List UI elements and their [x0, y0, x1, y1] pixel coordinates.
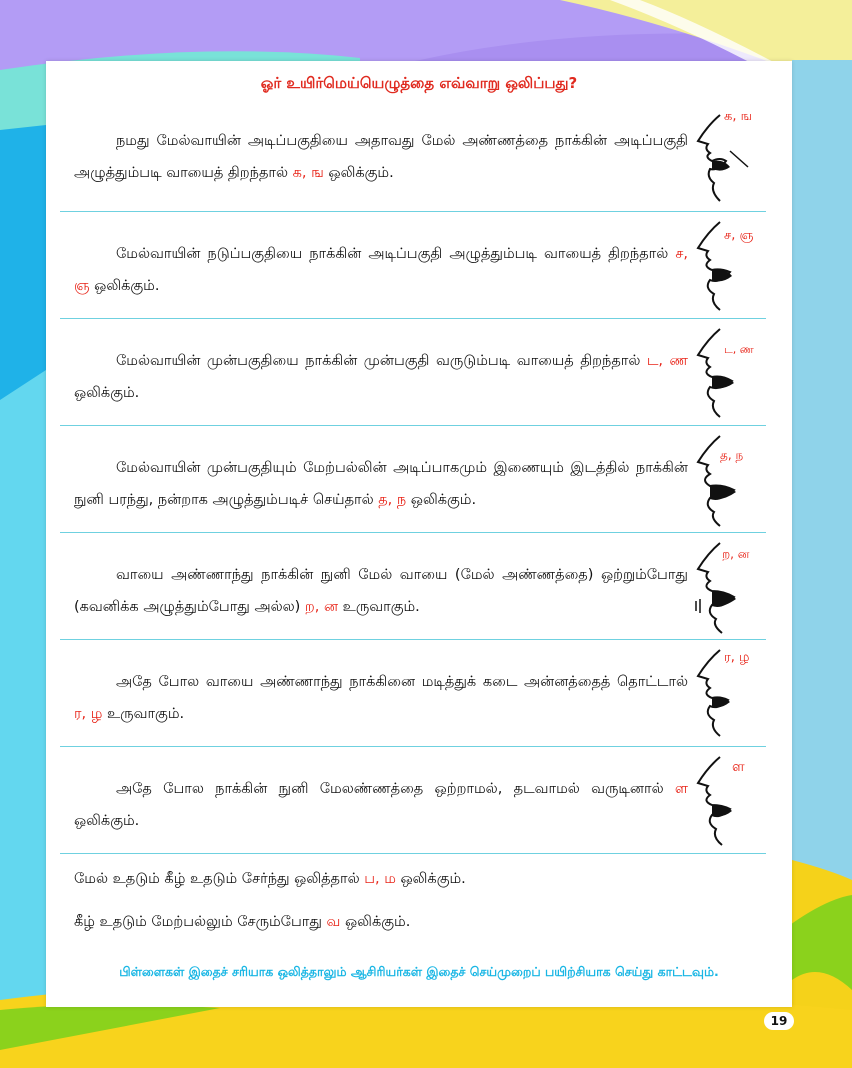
letters-label: ட, ண: [724, 343, 754, 356]
teacher-note: பிள்ளைகள் இதைச் சரியாக ஒலித்தாலும் ஆசிரியர்கள் இதைச் செய்முறைப் பயிற்சியாக செய்து காட்டவும்.: [119, 964, 719, 979]
section-text: அதே போல நாக்கின் நுனி மேலண்ணத்தை ஒற்றாமல், தடவாமல் வருடினால் ள ஒலிக்கும்.: [74, 781, 688, 829]
page-number: 19: [764, 1012, 794, 1030]
section-4: [60, 426, 766, 533]
section-1: [60, 105, 766, 212]
mouth-profile-icon: [690, 325, 760, 421]
mouth-profile-icon: [690, 753, 760, 849]
section-text: நமது மேல்வாயின் அடிப்பகுதியை அதாவது மேல் அண்ணத்தை நாக்கின் அடிப்பகுதி அழுத்தும்படி வாயைத் திறந்தால் க, ங ஒலிக்கும்.: [74, 133, 688, 181]
section-text: மேல்வாயின் முன்பகுதியை நாக்கின் முன்பகுதி வருடும்படி வாயைத் திறந்தால் ட, ண ஒலிக்கும்.: [74, 353, 688, 401]
letters-label: ற, ன: [722, 547, 750, 561]
section-5: [60, 533, 766, 640]
letters-label: ள: [732, 759, 745, 775]
section-text: மேல்வாயின் நடுப்பகுதியை நாக்கின் அடிப்பகுதி அழுத்தும்படி வாயைத் திறந்தால் ச, ஞ ஒலிக்கும்.: [74, 246, 688, 294]
letters-label: க, ங: [724, 109, 752, 124]
line-lip-teeth: கீழ் உதடும் மேற்பல்லும் சேரும்போது வ ஒலிக்கும்.: [74, 914, 411, 930]
line-lips: மேல் உதடும் கீழ் உதடும் சேர்ந்து ஒலித்தால் ப, ம ஒலிக்கும்.: [74, 871, 466, 887]
section-6: [60, 640, 766, 747]
section-text: மேல்வாயின் முன்பகுதியும் மேற்பல்லின் அடிப்பாகமும் இணையும் இடத்தில் நாக்கின் நுனி பரந்து, நன்றாக அழுத்தும்படிச் செய்தால் த, ந ஒலிக்கும்.: [74, 460, 688, 508]
page-title: ஓர் உயிர்மெய்யெழுத்தை எவ்வாறு ஒலிப்பது?: [260, 74, 578, 92]
letters-label: ச, ஞ: [724, 228, 754, 243]
section-7: [60, 747, 766, 854]
section-3: [60, 319, 766, 426]
mouth-profile-icon: [690, 432, 760, 528]
letters-label: ர, ழ: [724, 650, 750, 665]
letters-label: த, ந: [720, 448, 744, 462]
content-card: [46, 61, 792, 1007]
section-2: [60, 212, 766, 319]
section-text: வாயை அண்ணாந்து நாக்கின் நுனி மேல் வாயை (மேல் அண்ணத்தை) ஒற்றும்போது (கவனிக்க அழுத்தும்போது அல்ல) ற, ன உருவாகும்.: [74, 567, 688, 615]
section-text: அதே போல வாயை அண்ணாந்து நாக்கினை மடித்துக் கடை அன்னத்தைத் தொட்டால் ர, ழ உருவாகும்.: [74, 674, 688, 722]
mouth-profile-icon: [690, 111, 760, 207]
